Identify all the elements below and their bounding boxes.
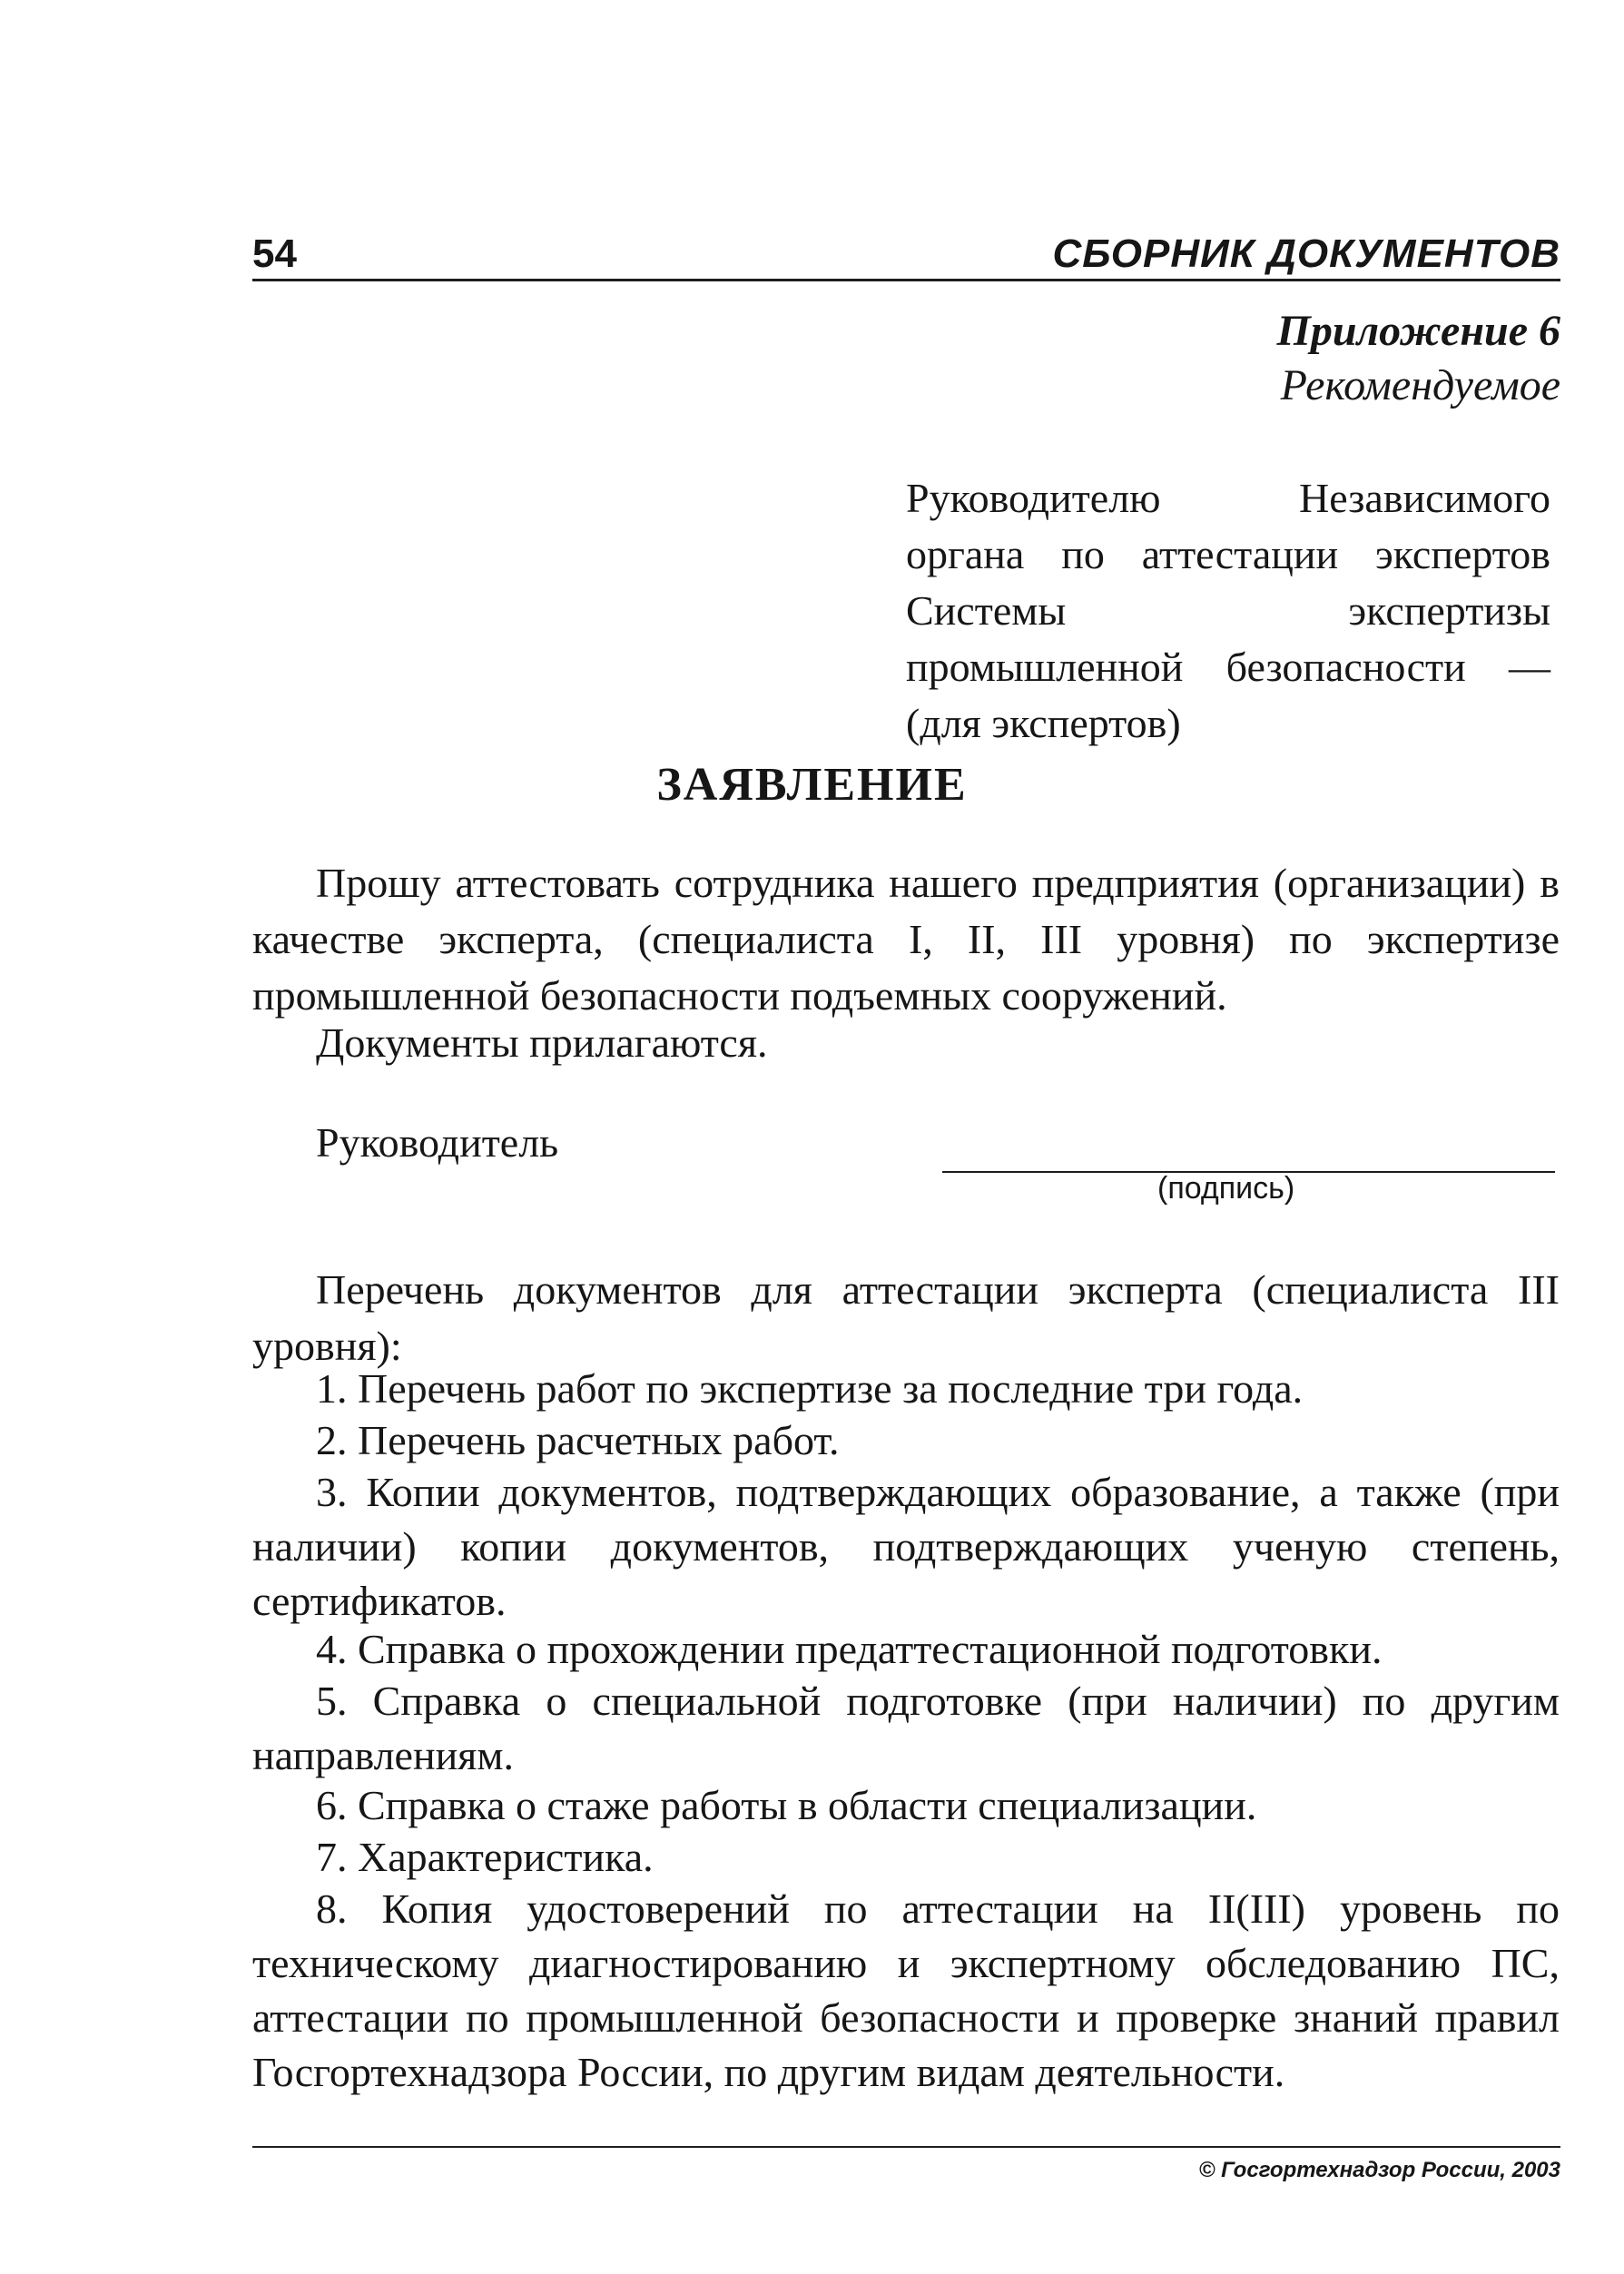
- page-number: 54: [252, 231, 297, 276]
- running-title: СБОРНИК ДОКУМЕНТОВ: [1052, 231, 1560, 276]
- document-title: ЗАЯВЛЕНИЕ: [656, 759, 968, 811]
- addressee-block: Руководителю Независимого органа по аттестации экспертов Системы экспертизы промышленной безопасности — (для экспертов): [906, 475, 1550, 746]
- signature-caption: (подпись): [1157, 1171, 1295, 1206]
- document-item-1: 1. Перечень работ по экспертизе за последние три года.: [316, 1365, 1304, 1412]
- document-item-6: 6. Справка о стаже работы в области специализации.: [316, 1782, 1257, 1828]
- appendix-label: Приложение 6: [1276, 307, 1560, 355]
- request-paragraph: Прошу аттестовать сотрудника нашего предприятия (организации) в качестве эксперта, (специалиста I, II, III уровня) по экспертизе промышленной безопасности подъемных сооружений.: [252, 860, 1560, 1019]
- attachments-note: Документы прилагаются.: [316, 1019, 768, 1066]
- signer-role: Руководитель: [316, 1119, 559, 1166]
- document-item-2: 2. Перечень расчетных работ.: [316, 1417, 840, 1463]
- document-item-3: 3. Копии документов, подтверждающих образование, а также (при наличии) копии документов, подтверждающих ученую степень, сертификатов.: [252, 1469, 1560, 1624]
- document-item-7: 7. Характеристика.: [316, 1834, 654, 1880]
- appendix-status: Рекомендуемое: [1280, 361, 1560, 409]
- document-item-4: 4. Справка о прохождении предаттестационной подготовки.: [316, 1626, 1383, 1672]
- copyright-notice: © Госгортехнадзор России, 2003: [1198, 2158, 1560, 2182]
- footer-rule: [252, 2146, 1560, 2148]
- document-item-8: 8. Копия удостоверений по аттестации на II(III) уровень по техническому диагностированию и экспертному обследованию ПС, аттестации по промышленной безопасности и проверке знаний правил Госгортехнадзора России, по другим видам деятельности.: [252, 1885, 1560, 2095]
- header-rule: [252, 279, 1560, 281]
- documents-heading: Перечень документов для аттестации эксперта (специалиста III уровня):: [252, 1266, 1560, 1369]
- document-item-5: 5. Справка о специальной подготовке (при наличии) по другим направлениям.: [252, 1678, 1560, 1778]
